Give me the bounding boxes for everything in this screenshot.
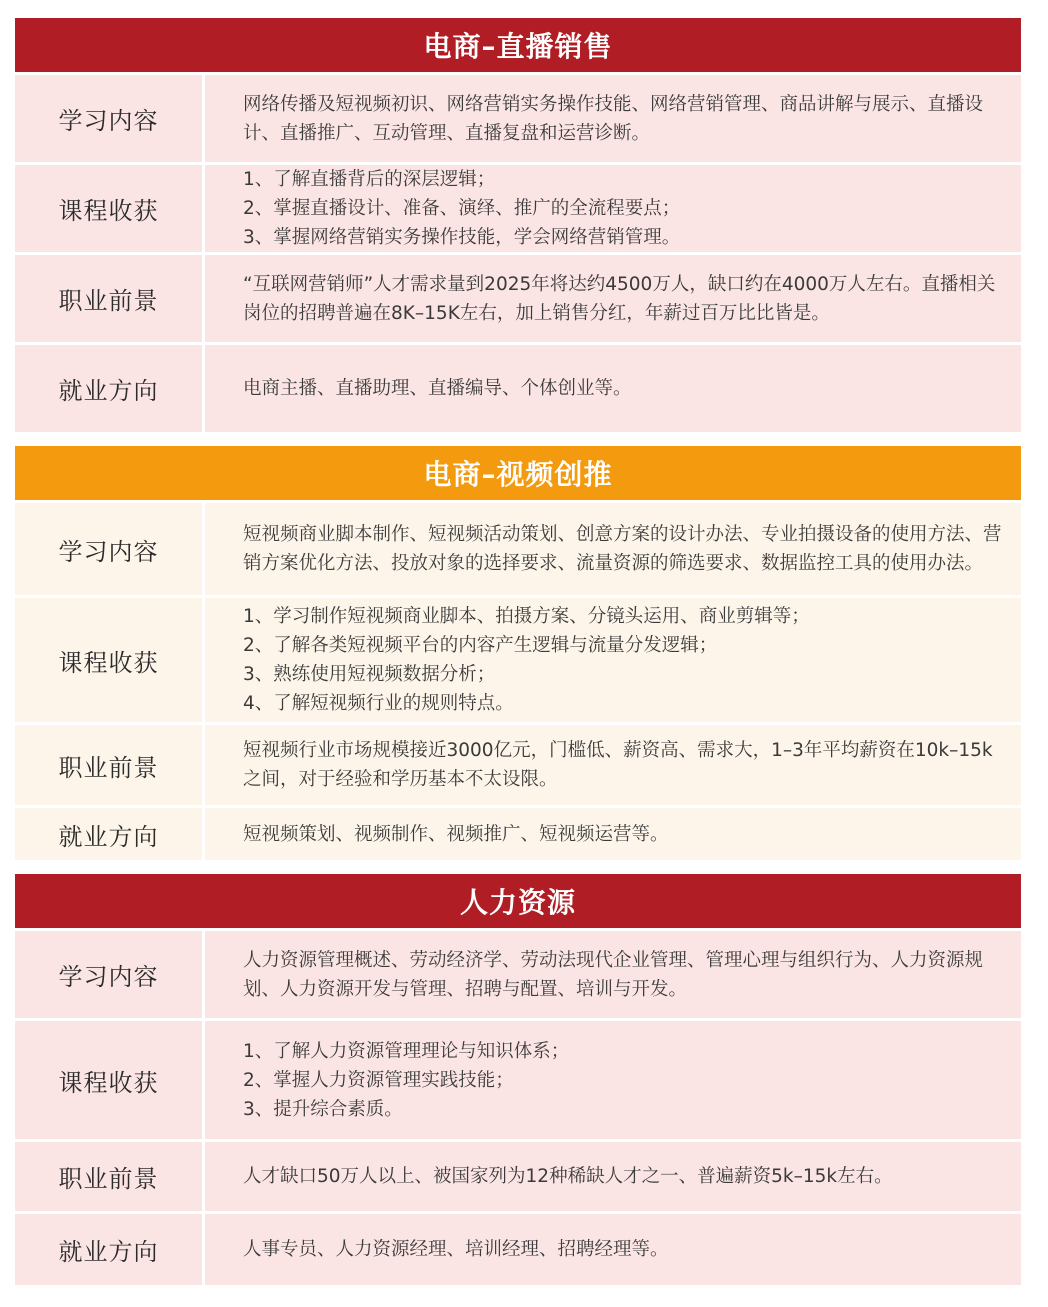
content-text: 短视频行业市场规模接近3000亿元，门槛低、薪资高、需求大，1–3年平均薪资在10k–15k之间，对于经验和学历基本不太设限。 xyxy=(243,740,993,790)
row-label: 职业前景 xyxy=(15,1142,202,1211)
row-label: 学习内容 xyxy=(15,931,202,1018)
row-content xyxy=(205,808,1021,860)
row-label: 就业方向 xyxy=(15,1214,202,1285)
content-line: 4、了解短视频行业的规则特点。 xyxy=(243,693,514,714)
row-content xyxy=(205,75,1021,162)
row-career-prospects xyxy=(15,1142,1021,1211)
row-course-gains xyxy=(15,1021,1021,1139)
section-video-promotion xyxy=(15,446,1021,860)
row-label: 职业前景 xyxy=(15,255,202,342)
content-line: 2、了解各类短视频平台的内容产生逻辑与流量分发逻辑； xyxy=(243,635,718,656)
section-title: 人力资源 xyxy=(15,874,1021,928)
row-label: 课程收获 xyxy=(15,1021,202,1139)
content-text: 短视频商业脚本制作、短视频活动策划、创意方案的设计办法、专业拍摄设备的使用方法、营销方案优化方法、投放对象的选择要求、流量资源的筛选要求、数据监控工具的使用办法。 xyxy=(243,524,1002,574)
row-label: 课程收获 xyxy=(15,598,202,722)
row-employment-direction xyxy=(15,1214,1021,1285)
section-title: 电商–直播销售 xyxy=(15,18,1021,72)
content-text: 人才缺口50万人以上、被国家列为12种稀缺人才之一、普遍薪资5k–15k左右。 xyxy=(243,1166,893,1187)
row-content xyxy=(205,165,1021,252)
row-study-content xyxy=(15,503,1021,595)
row-employment-direction xyxy=(15,808,1021,860)
row-career-prospects xyxy=(15,725,1021,805)
content-line: 1、了解直播背后的深层逻辑； xyxy=(243,169,496,190)
row-label: 学习内容 xyxy=(15,503,202,595)
row-course-gains xyxy=(15,165,1021,252)
content-text: 人力资源管理概述、劳动经济学、劳动法现代企业管理、管理心理与组织行为、人力资源规划、人力资源开发与管理、招聘与配置、培训与开发。 xyxy=(243,949,984,1000)
content-text: 网络传播及短视频初识、网络营销实务操作技能、网络营销管理、商品讲解与展示、直播设计、直播推广、互动管理、直播复盘和运营诊断。 xyxy=(243,93,984,144)
row-label: 课程收获 xyxy=(15,165,202,252)
content-text: 短视频策划、视频制作、视频推广、短视频运营等。 xyxy=(243,823,669,845)
row-study-content xyxy=(15,75,1021,162)
row-content xyxy=(205,1021,1021,1139)
content-line: 3、掌握网络营销实务操作技能，学会网络营销管理。 xyxy=(243,227,681,248)
row-career-prospects xyxy=(15,255,1021,342)
content-line: 3、提升综合素质。 xyxy=(243,1098,403,1120)
content-line: 2、掌握人力资源管理实践技能； xyxy=(243,1069,514,1091)
row-content xyxy=(205,255,1021,342)
section-live-sales xyxy=(15,18,1021,432)
row-content xyxy=(205,931,1021,1018)
content-line: 1、学习制作短视频商业脚本、拍摄方案、分镜头运用、商业剪辑等； xyxy=(243,606,810,627)
row-label: 就业方向 xyxy=(15,345,202,432)
content-text: 人事专员、人力资源经理、培训经理、招聘经理等。 xyxy=(243,1239,669,1260)
content-line: 1、了解人力资源管理理论与知识体系； xyxy=(243,1040,570,1062)
row-content xyxy=(205,503,1021,595)
section-human-resources xyxy=(15,874,1021,1285)
row-content xyxy=(205,598,1021,722)
row-label: 学习内容 xyxy=(15,75,202,162)
row-content xyxy=(205,1142,1021,1211)
row-course-gains xyxy=(15,598,1021,722)
section-title: 电商–视频创推 xyxy=(15,446,1021,500)
content-text: 电商主播、直播助理、直播编导、个体创业等。 xyxy=(243,378,632,399)
content-line: 3、熟练使用短视频数据分析； xyxy=(243,664,496,685)
row-content xyxy=(205,725,1021,805)
row-content xyxy=(205,1214,1021,1285)
row-content xyxy=(205,345,1021,432)
row-study-content xyxy=(15,931,1021,1018)
row-employment-direction xyxy=(15,345,1021,432)
content-text: “互联网营销师”人才需求量到2025年将达约4500万人，缺口约在4000万人左右。直播相关岗位的招聘普遍在8K–15K左右，加上销售分红，年薪过百万比比皆是。 xyxy=(243,273,996,324)
content-line: 2、掌握直播设计、准备、演绎、推广的全流程要点； xyxy=(243,198,681,219)
row-label: 就业方向 xyxy=(15,808,202,860)
row-label: 职业前景 xyxy=(15,725,202,805)
